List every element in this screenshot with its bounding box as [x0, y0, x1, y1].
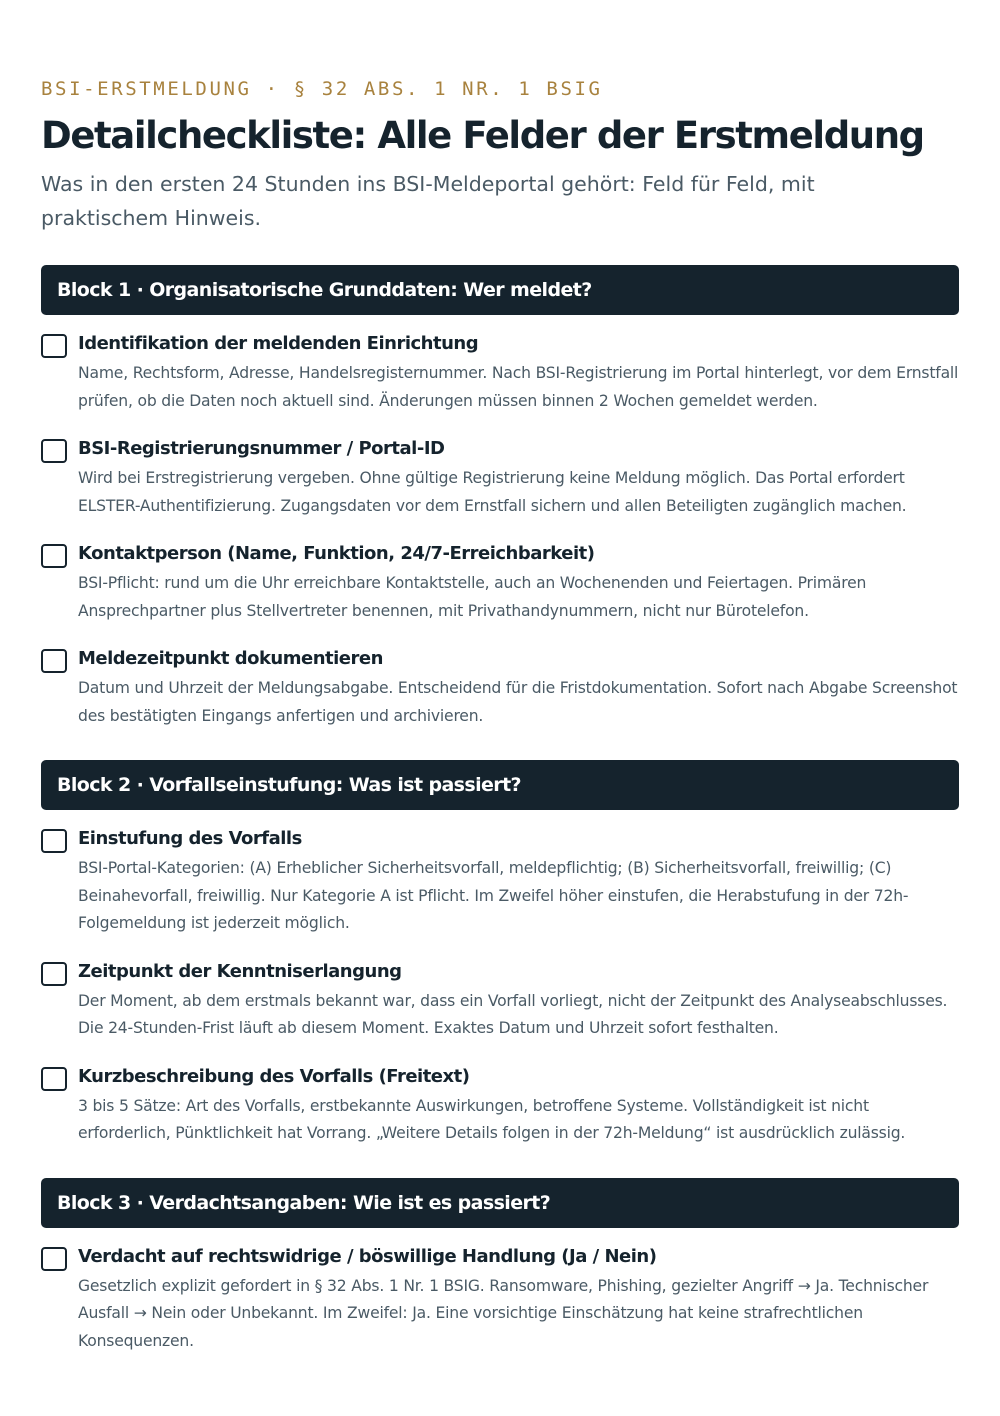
- item-description: Name, Rechtsform, Adresse, Handelsregisternummer. Nach BSI-Registrierung im Portal hinterlegt, vor dem Ernstfall prüfen, ob die Daten noch aktuell sind. Änderungen müssen binnen 2 Wochen gemeldet werden.: [78, 364, 959, 410]
- item-text: [78, 958, 959, 1043]
- checkbox[interactable]: [41, 829, 67, 853]
- eyebrow-label: BSI-ERSTMELDUNG · § 32 ABS. 1 NR. 1 BSIG: [41, 78, 603, 100]
- item-description: Datum und Uhrzeit der Meldungsabgabe. Entscheidend für die Fristdokumentation. Sofort nach Abgabe Screenshot des bestätigten Eingangs anfertigen und archivieren.: [78, 679, 958, 725]
- block-heading: Block 3 · Verdachtsangaben: Wie ist es passiert?: [41, 1178, 959, 1228]
- checklist-item: [41, 645, 959, 730]
- checkbox[interactable]: [41, 1247, 67, 1271]
- block-items: [41, 330, 959, 730]
- checklist-item: [41, 435, 959, 520]
- item-text: [78, 435, 959, 520]
- item-title: Kontaktperson (Name, Funktion, 24/7-Erreichbarkeit): [78, 543, 595, 564]
- checklist-item: [41, 1063, 959, 1148]
- block-3: [41, 1178, 959, 1356]
- item-description: Gesetzlich explizit gefordert in § 32 Abs. 1 Nr. 1 BSIG. Ransomware, Phishing, gezielter Angriff → Ja. Technischer Ausfall → Nein oder Unbekannt. Im Zweifel: Ja. Eine vorsichtige Einschätzung hat keine strafrechtlichen Konsequenzen.: [78, 1276, 929, 1350]
- checkbox[interactable]: [41, 439, 67, 463]
- checkbox[interactable]: [41, 544, 67, 568]
- block-heading: Block 1 · Organisatorische Grunddaten: Wer meldet?: [41, 265, 959, 315]
- checkbox[interactable]: [41, 334, 67, 358]
- page-subtitle: Was in den ersten 24 Stunden ins BSI-Meldeportal gehört: Feld für Feld, mit praktischem Hinweis.: [41, 172, 815, 230]
- block-1: [41, 265, 959, 730]
- item-title: Identifikation der meldenden Einrichtung: [78, 333, 479, 354]
- item-title: BSI-Registrierungsnummer / Portal-ID: [78, 438, 445, 459]
- item-title: Einstufung des Vorfalls: [78, 828, 302, 849]
- item-description: Wird bei Erstregistrierung vergeben. Ohne gültige Registrierung keine Meldung möglich. Das Portal erfordert ELSTER-Authentifizierung. Zugangsdaten vor dem Ernstfall sichern und allen Beteiligten zugänglich machen.: [78, 469, 907, 515]
- checkbox[interactable]: [41, 962, 67, 986]
- checklist-item: [41, 330, 959, 415]
- item-title: Kurzbeschreibung des Vorfalls (Freitext): [78, 1065, 470, 1087]
- item-text: [78, 540, 959, 625]
- item-text: [78, 1243, 959, 1356]
- block-items: [41, 825, 959, 1148]
- item-title: Meldezeitpunkt dokumentieren: [78, 648, 383, 669]
- item-title: Verdacht auf rechtswidrige / böswillige Handlung (Ja / Nein): [78, 1245, 657, 1267]
- item-description: BSI-Portal-Kategorien: (A) Erheblicher Sicherheitsvorfall, meldepflichtig; (B) Sicherheitsvorfall, freiwillig; (C) Beinahevorfall, freiwillig. Nur Kategorie A ist Pflicht. Im Zweifel höher einstufen, die Herabstufung in der 72h-Folgemeldung ist jederzeit möglich.: [78, 859, 909, 932]
- item-text: [78, 1063, 959, 1148]
- item-description: BSI-Pflicht: rund um die Uhr erreichbare Kontaktstelle, auch an Wochenenden und Feiertagen. Primären Ansprechpartner plus Stellvertreter benennen, mit Privathandynummern, nicht nur Bürotelefon.: [78, 574, 867, 620]
- checklist-item: [41, 1243, 959, 1356]
- item-description: 3 bis 5 Sätze: Art des Vorfalls, erstbekannte Auswirkungen, betroffene Systeme. Vollständigkeit ist nicht erforderlich, Pünktlichkeit hat Vorrang. „Weitere Details folgen in der 72h-Meldung“ ist ausdrücklich zulässig.: [78, 1096, 906, 1142]
- item-title: Zeitpunkt der Kenntniserlangung: [78, 960, 402, 982]
- block-heading: Block 2 · Vorfallseinstufung: Was ist passiert?: [41, 760, 959, 810]
- block-2: [41, 760, 959, 1148]
- item-text: [78, 645, 959, 730]
- item-text: [78, 330, 959, 415]
- checklist-item: [41, 540, 959, 625]
- checkbox[interactable]: [41, 649, 67, 673]
- checklist-item: [41, 825, 959, 938]
- page-title: Detailcheckliste: Alle Felder der Erstmeldung: [41, 114, 924, 157]
- item-text: [78, 825, 959, 938]
- checklist-item: [41, 958, 959, 1043]
- item-description: Der Moment, ab dem erstmals bekannt war, dass ein Vorfall vorliegt, nicht der Zeitpunkt des Analyseabschlusses. Die 24-Stunden-Frist läuft ab diesem Moment. Exaktes Datum und Uhrzeit sofort festhalten.: [78, 991, 948, 1037]
- block-items: [41, 1243, 959, 1356]
- checkbox[interactable]: [41, 1067, 67, 1091]
